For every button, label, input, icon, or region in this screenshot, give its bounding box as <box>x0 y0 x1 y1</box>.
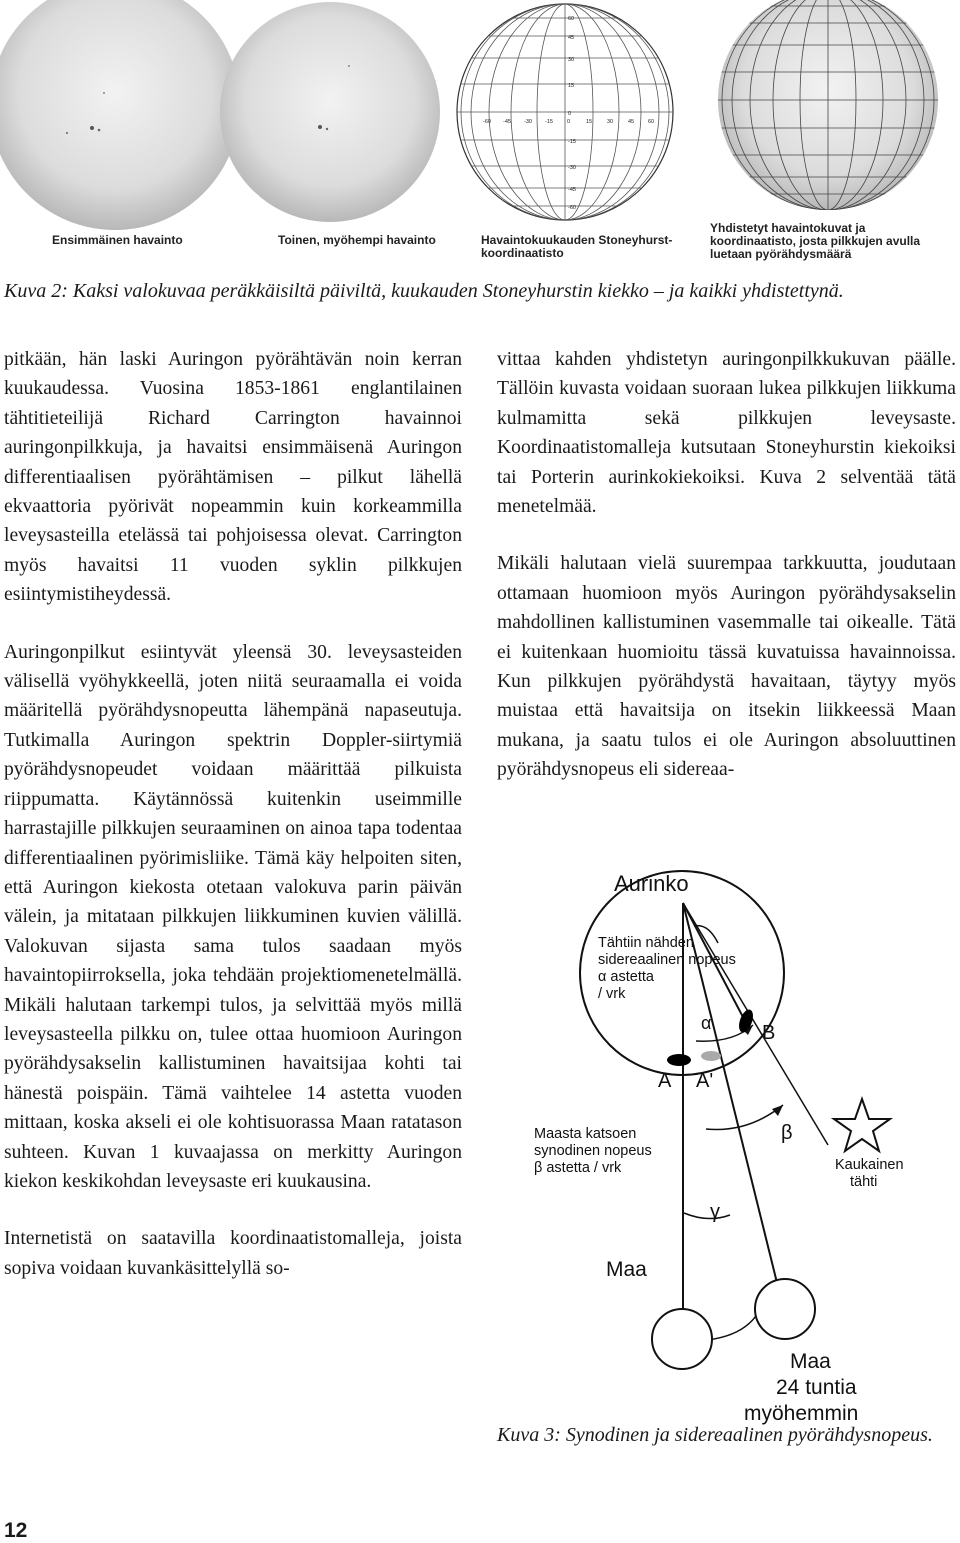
sunspot <box>103 92 105 94</box>
grid-label: 30 <box>568 57 575 63</box>
earth-circle <box>652 1309 712 1369</box>
paragraph: vittaa kahden yhdistetyn auringonpilkkukuvan päälle. Tällöin kuvasta voidaan suoraan lukea pilkkujen liikkuma kulmamitta sekä pilkkujen leveysaste. Koordinaatistomalleja kutsutaan Stoneyhurstin kiekoiksi tai Porterin aurinkokiekoiksi. Kuva 2 selventää tätä menetelmää. <box>497 349 956 518</box>
grid-label: 45 <box>568 35 575 41</box>
earth-later-circle <box>755 1279 815 1339</box>
panel-label-second-observation: Toinen, myöhempi havainto <box>278 233 436 247</box>
grid-label: -30 <box>524 119 532 125</box>
paragraph: Auringonpilkut esiintyvät yleensä 30. leveysasteiden välisellä vyöhykkeellä, joten niitä seuraamalla ei voida määritellä pyörähdysnopeutta lähempänä napaseutuja. Tutkimalla Auringon spektrin Doppler-siirtymiä pyörähdysnopeudet voidaan määrittää pilkuista riippumatta. Käytännössä kuitenkin useimmille harrastajille pilkkujen seuraaminen on ainoa tapa todentaa differentiaalinen pyörimisliike. Tämä käy helpoiten siten, että Auringon kiekosta otetaan valokuva parin päivän välein, ja mitataan pilkkujen liikkuminen kuvien välillä. Valokuvan sijasta sama tulos saadaan myös havaintopiirroksella, joka tehdään projektiomenetelmällä. Mikäli halutaan tarkempi tulos, ja selvittää myös millä leveysasteella pilkku on, tulee ottaa huomioon Auringon pyörähdysakselin kallistuminen havaitsijaa kohti tai hänestä poispäin. Tämä vaihtelee 14 astetta vuoden mittaan, koska akseli ei ole kohtisuorassa Maan ratatason suhteen. Kuvan 1 kuvaajassa on merkitty Auringon kiekon keskikohdan leveysaste eri kuukausina. <box>4 641 462 1192</box>
later-earth-label-line: myöhemmin <box>744 1402 859 1425</box>
label-line: koordinaatisto, josta pilkkujen avulla <box>710 234 921 248</box>
label-line: Yhdistetyt havaintokuvat ja <box>710 221 866 235</box>
right-column <box>497 345 956 785</box>
earth-label: Maa <box>606 1258 647 1281</box>
grid-label: -15 <box>568 139 576 145</box>
stoneyhurst-disk <box>457 0 673 230</box>
gamma-label: γ <box>710 1201 720 1223</box>
page-number: 12 <box>4 1519 28 1542</box>
second-observation-disk <box>220 2 440 222</box>
grid-label: -45 <box>568 187 576 193</box>
later-earth-label-line: Maa <box>790 1350 831 1373</box>
label-line: luetaan pyörähdysmäärä <box>710 247 852 261</box>
grid-label: 0 <box>568 111 572 117</box>
sun-label: Aurinko <box>614 871 689 896</box>
grid-label: -60 <box>568 205 576 211</box>
grid-label: 60 <box>648 119 655 125</box>
later-earth-label-line: 24 tuntia <box>776 1376 857 1399</box>
grid-label: 15 <box>568 83 575 89</box>
sunspot <box>326 128 328 130</box>
spot-a <box>667 1054 691 1066</box>
figure-2 <box>0 0 960 272</box>
point-b-label: B <box>762 1022 776 1044</box>
sidereal-label-line: Tähtiin nähden <box>598 935 694 951</box>
label-line: koordinaatisto <box>481 246 564 260</box>
paragraph: Internetistä on saatavilla koordinaatistomalleja, joista sopiva voidaan kuvankäsittelyllä so- <box>4 1228 462 1279</box>
grid-label: -15 <box>545 119 553 125</box>
panel-label-combined <box>710 222 920 261</box>
left-column <box>4 345 462 1283</box>
sidereal-label-line: / vrk <box>598 986 626 1002</box>
point-a-label: A <box>658 1070 672 1092</box>
paragraph: Mikäli halutaan vielä suurempaa tarkkuutta, joudutaan ottamaan huomioon myös Auringon pyörähdysakselin mahdollinen kallistuminen vasemmalle tai oikealle. Tätä ei kuitenkaan huomioitu tässä kuvatuissa havainnoissa. Kun pilkkujen pyörähdystä havaitaan, täytyy myös muistaa että havaitsija on itsekin liikkeessä Maan mukana, ja saatu tulos ei ole Auringon absoluuttinen pyörähdysnopeus eli sidereaa- <box>497 553 956 781</box>
spot-a-prime <box>701 1051 721 1061</box>
panel-label-first-observation: Ensimmäinen havainto <box>52 233 183 247</box>
grid-label: 15 <box>586 119 593 125</box>
sunspot <box>90 126 94 130</box>
sunspot <box>318 125 322 129</box>
synodic-label-line: β astetta / vrk <box>534 1160 622 1176</box>
grid-label: 45 <box>628 119 635 125</box>
synodic-label-line: synodinen nopeus <box>534 1143 652 1159</box>
grid-label: -45 <box>503 119 511 125</box>
sidereal-label-line: α astetta <box>598 969 654 985</box>
figure-3 <box>498 843 958 1428</box>
grid-label: 60 <box>568 16 575 22</box>
sidereal-label-line: sidereaalinen nopeus <box>598 952 736 968</box>
figure-3-diagram <box>498 843 958 1428</box>
first-observation-disk <box>0 0 240 230</box>
paragraph: pitkään, hän laski Auringon pyörähtävän noin kerran kuukaudessa. Vuosina 1853-1861 englantilainen tähtitieteilijä Richard Carrington havainnoi auringonpilkkuja, ja havaitsi ensimmäisenä Auringon differentiaalisen pyörähtämisen – pilkut lähellä ekvaattoria pyörivät nopeammin kuin korkeammilla leveysasteilla etelässä tai pohjoisessa olevat. Carrington myös havaitsi 11 vuoden syklin pilkkujen esiintymistiheydessä. <box>4 349 462 606</box>
grid-label: 0 <box>567 119 571 125</box>
figure-2-caption: Kuva 2: Kaksi valokuvaa peräkkäisiltä päiviltä, kuukauden Stoneyhurstin kiekko – ja kaikki yhdistettynä. <box>4 280 844 302</box>
grid-label: -30 <box>568 165 576 171</box>
synodic-label-line: Maasta katsoen <box>534 1126 637 1142</box>
sunspot <box>348 65 350 67</box>
star-label-line: tähti <box>850 1174 878 1190</box>
grid-label: 30 <box>607 119 614 125</box>
label-line: Havaintokuukauden Stoneyhurst- <box>481 233 673 247</box>
point-a-prime-label: A' <box>696 1070 714 1092</box>
sunspot <box>66 132 68 134</box>
combined-disk <box>718 0 938 210</box>
grid-label: -60 <box>483 119 491 125</box>
alpha-label: α <box>701 1013 712 1033</box>
beta-label: β <box>781 1122 793 1144</box>
figure-3-caption: Kuva 3: Synodinen ja sidereaalinen pyörähdysnopeus. <box>497 1424 933 1446</box>
panel-label-stoneyhurst <box>481 234 672 260</box>
star-label-line: Kaukainen <box>835 1157 904 1173</box>
sunspot <box>98 129 101 132</box>
